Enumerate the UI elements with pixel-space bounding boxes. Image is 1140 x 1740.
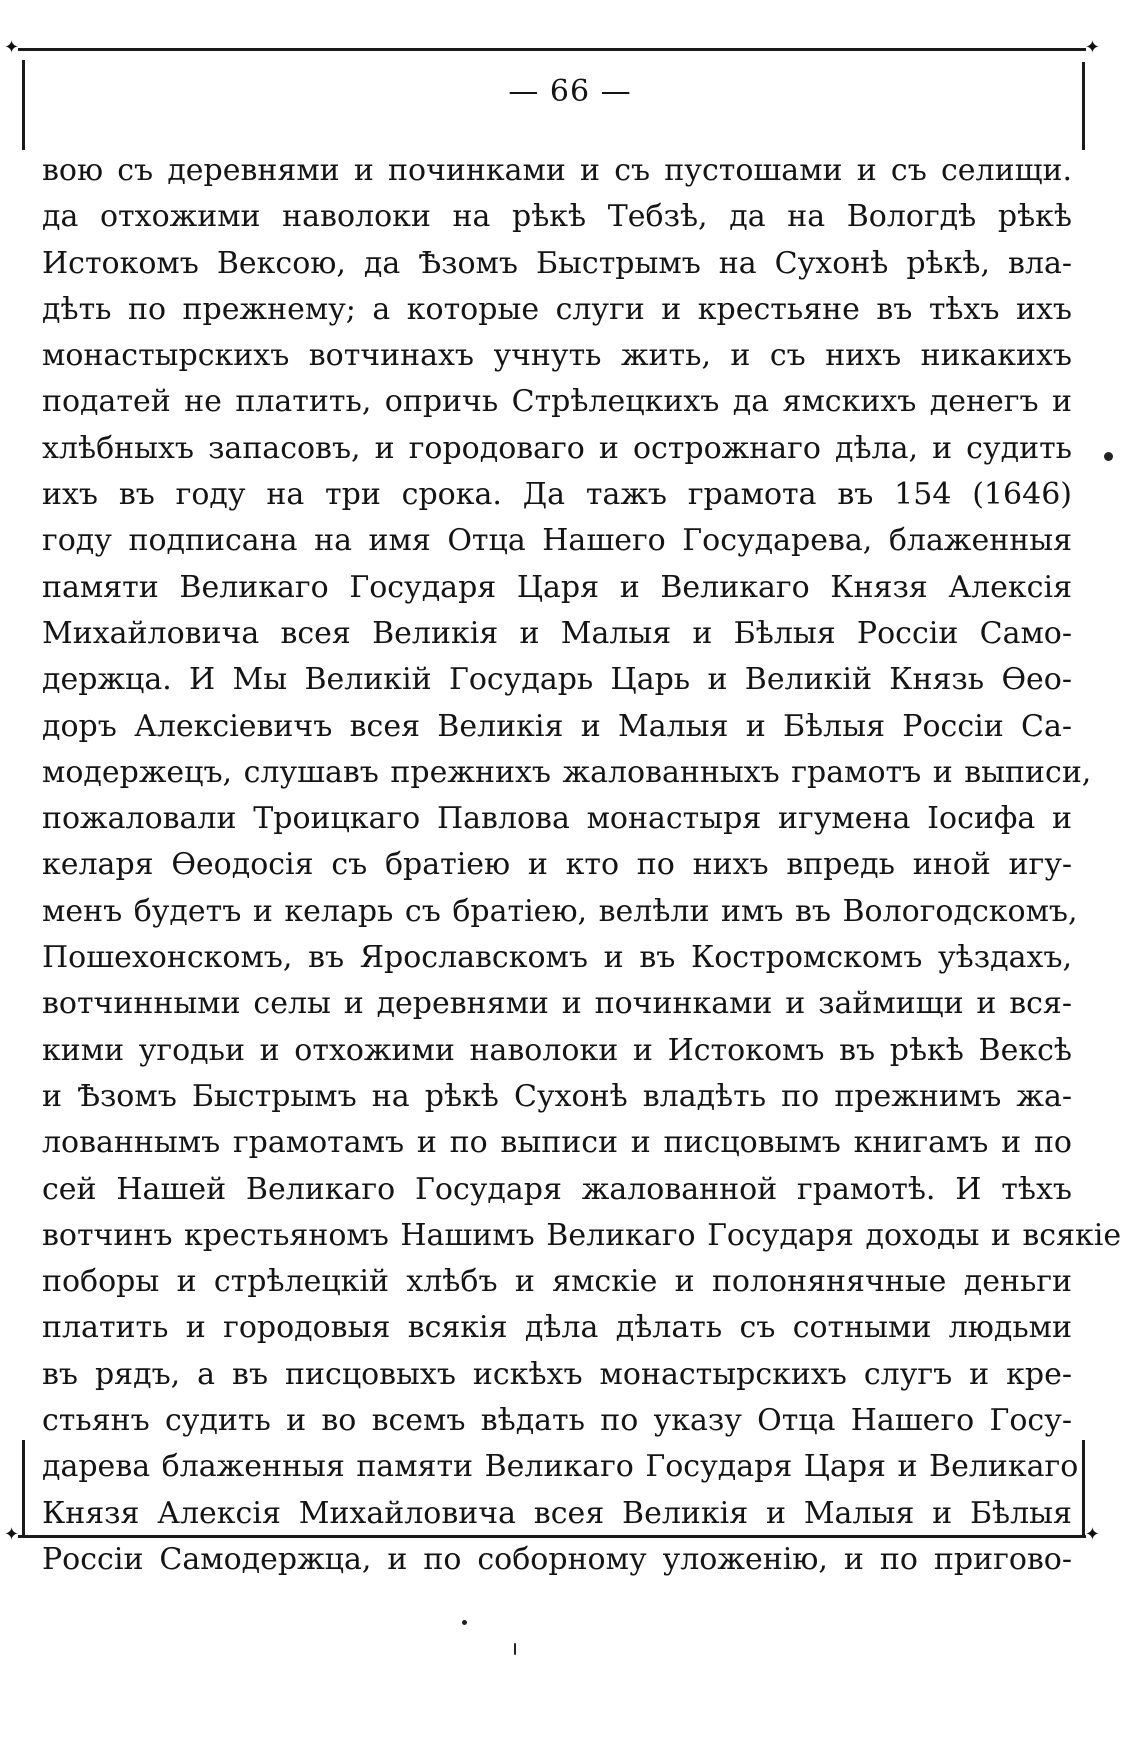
text-line: въ рядъ, а въ писцовыхъ искѣхъ монастырскихъ слугъ и кре- [42, 1356, 1072, 1392]
text-line: дарева блаженныя памяти Великаго Государя Царя и Великаго [42, 1449, 1079, 1485]
text-line: лованнымъ грамотамъ и по выписи и писцовымъ книгамъ и по [42, 1125, 1072, 1161]
text-line: пожаловали Троицкаго Павлова монастыря игумена Іосифа и [42, 801, 1072, 837]
ornament-left-icon: ✦ [4, 1524, 20, 1545]
text-line: Истокомъ Вексою, да Ѣзомъ Быстрымъ на Сухонѣ рѣкѣ, вла- [42, 245, 1072, 281]
text-line: податей не платить, опричь Стрѣлецкихъ да ямскихъ денегъ и [42, 384, 1072, 420]
text-line: и Ѣзомъ Быстрымъ на рѣкѣ Сухонѣ владѣть по прежнимъ жа- [42, 1078, 1072, 1114]
text-line: памяти Великаго Государя Царя и Великаго Князя Алексія [42, 569, 1072, 605]
text-line: келаря Ѳеодосія съ братіею и кто по нихъ впредь иной игу- [42, 847, 1072, 883]
text-line: стьянъ судить и во всемъ вѣдать по указу Отца Нашего Госу- [42, 1403, 1072, 1439]
left-border-bottom [22, 1440, 25, 1535]
text-line: дѣть по прежнему; а которые слуги и крестьяне въ тѣхъ ихъ [42, 291, 1072, 327]
text-line: Князя Алексія Михайловича всея Великія и Малыя и Бѣлыя [42, 1495, 1072, 1531]
text-line: сей Нашей Великаго Государя жалованной грамотѣ. И тѣхъ [42, 1171, 1072, 1207]
text-line: Михайловича всея Великія и Малыя и Бѣлыя Россіи Само- [42, 615, 1072, 651]
bottom-rule [4, 1524, 1100, 1545]
text-line: хлѣбныхъ запасовъ, и городоваго и острожнаго дѣла, и судить [42, 430, 1072, 466]
text-line: Пошехонскомъ, въ Ярославскомъ и въ Костромскомъ уѣздахъ, [42, 940, 1072, 976]
text-line: монастырскихъ вотчинахъ учнуть жить, и съ нихъ никакихъ [42, 338, 1072, 374]
text-body [42, 148, 1122, 1583]
text-line: менъ будетъ и келарь съ братіею, велѣли имъ въ Вологодскомъ, [42, 893, 1078, 929]
text-line: платить и городовыя всякія дѣла дѣлать съ сотными людьми [42, 1310, 1072, 1346]
text-line: году подписана на имя Отца Нашего Государева, блаженныя [42, 523, 1072, 559]
text-line: кими угодьи и отхожими наволоки и Истокомъ въ рѣкѣ Вексѣ [42, 1032, 1072, 1068]
ornament-right-icon: ✦ [1084, 1524, 1100, 1545]
margin-dot [1104, 452, 1113, 461]
text-line: вотчинными селы и деревнями и починками и займищи и вся- [42, 986, 1072, 1022]
text-line: вою съ деревнями и починками и съ пустошами и съ селищи. [42, 153, 1072, 188]
scan-speck [462, 1620, 467, 1625]
scan-speck [514, 1643, 516, 1655]
text-line: вотчинъ крестьяномъ Нашимъ Великаго Государя доходы и всякіе [42, 1217, 1122, 1253]
ornament-left-icon: ✦ [4, 37, 20, 58]
text-line: держца. И Мы Великій Государь Царь и Великій Князь Ѳео- [42, 662, 1072, 698]
text-line: модержецъ, слушавъ прежнихъ жалованныхъ грамотъ и выписи, [42, 754, 1092, 790]
text-line: поборы и стрѣлецкій хлѣбъ и ямскіе и полонянячные деньги [42, 1264, 1072, 1300]
right-border-bottom [1082, 1440, 1085, 1535]
page-number: — 66 — [508, 74, 632, 109]
text-line: ихъ въ году на три срока. Да тажъ грамота въ 154 (1646) [42, 477, 1072, 513]
text-line: Россіи Самодержца, и по соборному уложенію, и по пригово- [42, 1541, 1072, 1577]
text-line: доръ Алексіевичъ всея Великія и Малыя и Бѣлыя Россіи Са- [42, 708, 1072, 744]
top-rule [4, 37, 1100, 58]
ornament-right-icon: ✦ [1084, 37, 1100, 58]
text-line: да отхожими наволоки на рѣкѣ Тебзѣ, да на Вологдѣ рѣкѣ [42, 199, 1072, 235]
